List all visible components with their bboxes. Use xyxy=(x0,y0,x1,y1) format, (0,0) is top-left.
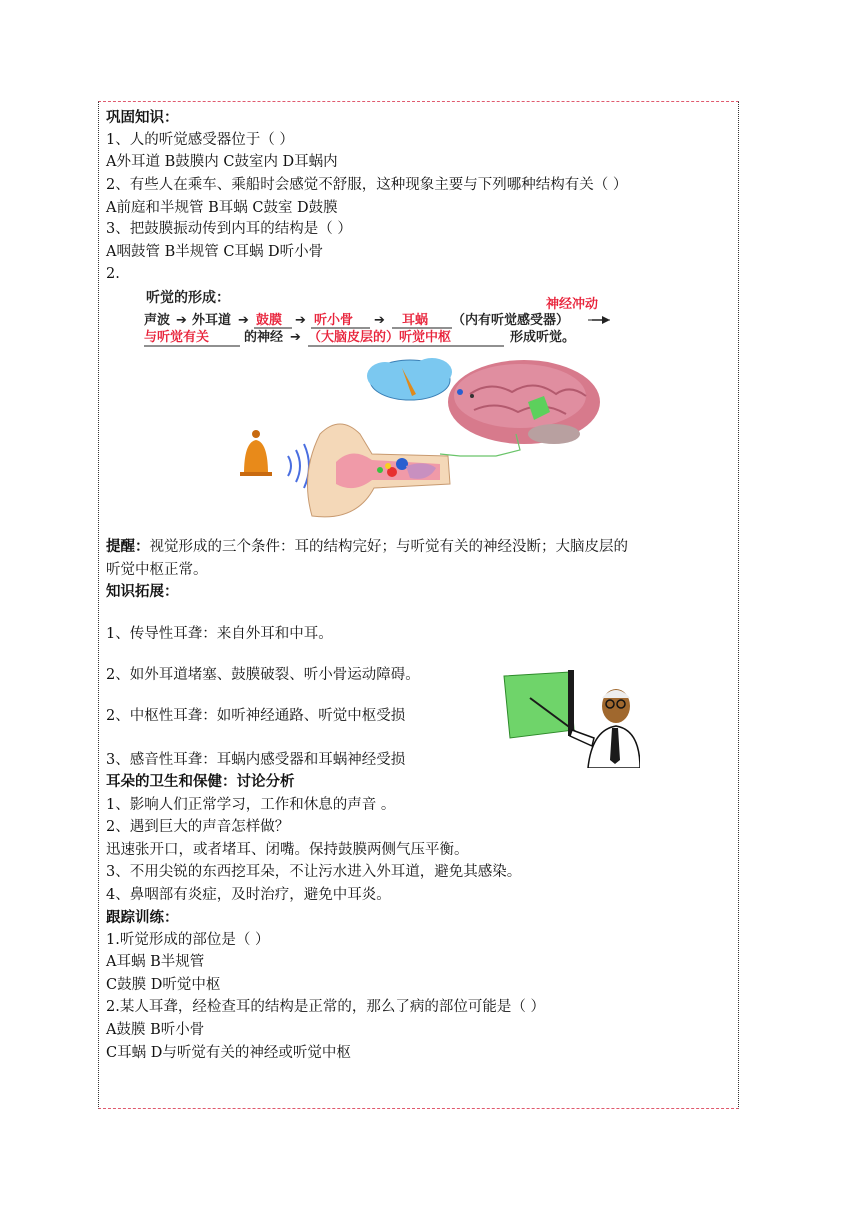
training-q2-options-cd: C耳蜗 D与听觉有关的神经或听觉中枢 xyxy=(106,1045,351,1061)
training-question-1: 1.听觉形成的部位是（ ） xyxy=(106,932,270,948)
hygiene-item-4: 4、鼻咽部有炎症，及时治疗，避免中耳炎。 xyxy=(106,887,391,903)
arrow-icon: ➔ xyxy=(295,313,306,328)
ear-structure-icon xyxy=(308,424,451,517)
hearing-diagram-svg xyxy=(140,284,610,524)
reminder-label: 提醒： xyxy=(106,538,150,555)
question-2: 2、有些人在乘车、乘船时会感觉不舒服，这种现象主要与下列哪种结构有关（ ） xyxy=(106,177,628,193)
teacher-illustration xyxy=(500,668,640,768)
extension-item-3: 2、中枢性耳聋：如听神经通路、听觉中枢受损 xyxy=(106,708,406,724)
flow-receptor-note: （内有听觉感受器） xyxy=(452,313,570,328)
question-1: 1、人的听觉感受器位于（ ） xyxy=(106,132,294,148)
extension-item-2: 2、如外耳道堵塞、鼓膜破裂、听小骨运动障碍。 xyxy=(106,667,420,683)
question-3: 3、把鼓膜振动传到内耳的结构是（ ） xyxy=(106,221,352,237)
consolidate-heading: 巩固知识： xyxy=(106,109,179,126)
training-heading: 跟踪训练： xyxy=(106,909,179,926)
flow-ear-canal: 外耳道 xyxy=(192,313,232,328)
hygiene-item-1: 1、影响人们正常学习，工作和休息的声音 。 xyxy=(106,797,396,813)
hygiene-item-3: 3、不用尖锐的东西挖耳朵，不让污水进入外耳道，避免其感染。 xyxy=(106,864,522,880)
flow-result: 形成听觉。 xyxy=(510,330,576,345)
extension-item-4: 3、感音性耳聋：耳蜗内感受器和耳蜗神经受损 xyxy=(106,752,406,768)
hygiene-item-2-answer: 迅速张开口，或者堵耳、闭嘴。保持鼓膜两侧气压平衡。 xyxy=(106,842,469,858)
training-q1-options-cd: C鼓膜 D听觉中枢 xyxy=(106,977,221,993)
flow-nerve-impulse: 神经冲动 xyxy=(545,297,598,312)
arrow-icon: ➔ xyxy=(238,313,249,328)
flow-eardrum: 鼓膜 xyxy=(256,313,283,328)
arrow-icon: ➔ xyxy=(290,330,301,345)
flow-ossicles: 听小骨 xyxy=(314,313,354,328)
brain-icon xyxy=(448,360,600,444)
reminder-line-1 xyxy=(106,537,628,557)
hygiene-heading: 耳朵的卫生和保健：讨论分析 xyxy=(106,773,295,790)
hygiene-item-2: 2、遇到巨大的声音怎样做？ xyxy=(106,819,290,835)
flow-cochlea: 耳蜗 xyxy=(402,313,429,328)
thought-cloud-icon xyxy=(367,358,464,400)
flow-auditory-center: （大脑皮层的）听觉中枢 xyxy=(308,330,452,345)
question-1-options: A外耳道 B鼓膜内 C鼓室内 D耳蜗内 xyxy=(106,154,338,170)
extension-heading: 知识拓展： xyxy=(106,583,179,600)
training-question-2: 2.某人耳聋，经检查耳的结构是正常的，那么了病的部位可能是（ ） xyxy=(106,999,545,1015)
training-q2-options-ab: A鼓膜 B听小骨 xyxy=(106,1022,205,1038)
flow-related-nerve: 与听觉有关 xyxy=(144,330,210,345)
sound-wave-icon xyxy=(288,444,309,488)
question-2-options: A前庭和半规管 B耳蜗 C鼓室 D鼓膜 xyxy=(106,200,338,216)
bell-icon xyxy=(240,430,272,476)
flow-sound-wave: 声波 xyxy=(144,313,171,328)
diagram-title: 听觉的形成： xyxy=(146,290,230,306)
extension-item-1: 1、传导性耳聋：来自外耳和中耳。 xyxy=(106,626,333,642)
arrow-icon: ➔ xyxy=(374,313,385,328)
reminder-text: 视觉形成的三个条件：耳的结构完好；与听觉有关的神经没断；大脑皮层的 xyxy=(149,539,628,555)
question-3-options: A咽鼓管 B半规管 C耳蜗 D听小骨 xyxy=(106,244,324,260)
reminder-line-2: 听觉中枢正常。 xyxy=(106,562,208,578)
item-2-label: 2. xyxy=(106,266,120,282)
hearing-formation-diagram xyxy=(140,284,610,524)
arrow-icon: ➔ xyxy=(176,313,187,328)
training-q1-options-ab: A耳蜗 B半规管 xyxy=(106,954,205,970)
flow-nerve: 的神经 xyxy=(244,330,284,345)
